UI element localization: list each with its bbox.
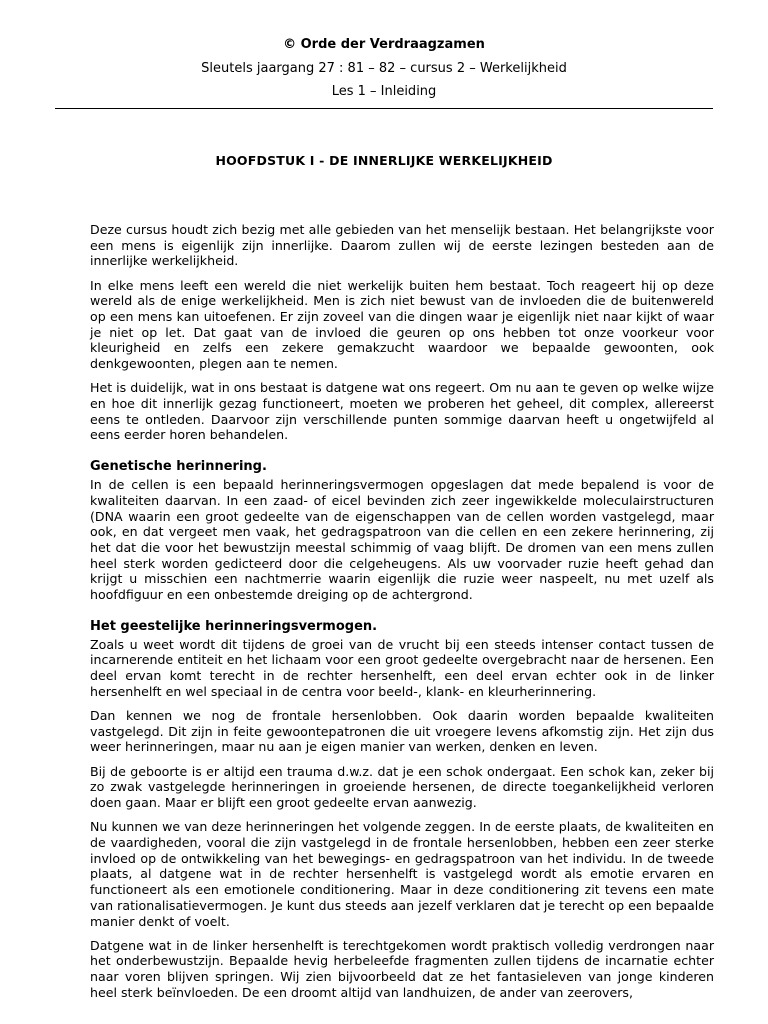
paragraph: Dan kennen we nog de frontale hersenlobben. Ook daarin worden bepaalde kwaliteiten vastgelegd. Dit zijn in feite gewoontepatronen die uit vroegere levens afkomstig zijn. Het zijn dus weer herinneringen, maar nu aan je eigen manier van werken, denken en leven. [90, 708, 714, 755]
document-title: © Orde der Verdraagzamen [283, 37, 485, 52]
paragraph: Deze cursus houdt zich bezig met alle gebieden van het menselijk bestaan. Het belangrijkste voor een mens is eigenlijk zijn innerlijke. Daarom zullen wij de eerste lezingen besteden aan de innerlijke werkelijkheid. [90, 222, 714, 269]
paragraph: In de cellen is een bepaald herinneringsvermogen opgeslagen dat mede bepalend is voor de kwaliteiten daarvan. In een zaad- of eicel bevinden zich zeer ingewikkelde moleculairstructuren (DNA waarin een groot gedeelte van de eigenschappen van de cellen worden vastgelegd, maar ook, en dat vergeet men vaak, het gedragspatroon van die cellen en een zekere herinnering, zij het dat die voor het bewustzijn meestal schimmig of vaag blijft. De dromen van een mens zullen heel sterk worden gedicteerd door die celgeheugens. Als uw voorvader ruzie heeft gehad dan krijgt u misschien een nachtmerrie waarin eigenlijk die ruzie weer naspeelt, nu met uzelf als hoofdfiguur en een onbestemde dreiging op de achtergrond. [90, 477, 714, 603]
paragraph: Bij de geboorte is er altijd een trauma d.w.z. dat je een schok ondergaat. Een schok kan, zeker bij zo zwak vastgelegde herinneringen in groeiende hersenen, de directe toegankelijkheid verloren doen gaan. Maar er blijft een groot gedeelte ervan aanwezig. [90, 763, 714, 811]
section-heading-genetic-memory: Genetische herinnering. [90, 459, 267, 475]
chapter-heading: HOOFDSTUK I - DE INNERLIJKE WERKELIJKHEID [215, 153, 553, 168]
paragraph: Datgene wat in de linker hersenhelft is terechtgekomen wordt praktisch volledig verdrongen naar het onderbewustzijn. Bepaalde hevig herbeleefde fragmenten zullen tijdens de incarnatie echter naar voren blijven springen. Wij zien bijvoorbeeld dat ze het fantasieleven van jonge kinderen heel sterk beïnvloeden. De een droomt altijd van landhuizen, de ander van zeerovers, [90, 937, 714, 1000]
paragraph: Nu kunnen we van deze herinneringen het volgende zeggen. In de eerste plaats, de kwaliteiten en de vaardigheden, vooral die zijn vastgelegd in de frontale hersenlobben, hebben een zeer sterke invloed op de ontwikkeling van het bewegings- en gedragspatroon van het individu. In de tweede plaats, al datgene wat in de rechter hersenhelft is vastgelegd wordt als emotie ervaren en functioneert als een emotionele conditionering. Maar in deze conditionering zit tevens een mate van rationalisatievermogen. Je kunt dus steeds aan jezelf verklaren dat je terecht op een bepaalde manier denkt of voelt. [90, 819, 714, 929]
paragraph: In elke mens leeft een wereld die niet werkelijk buiten hem bestaat. Toch reageert hij op deze wereld als de enige werkelijkheid. Men is zich niet bewust van de invloeden die de buitenwereld op een mens kan uitoefenen. Er zijn zoveel van die dingen waar je eigenlijk niet naar kijkt of waar je niet op let. Dat gaat van de invloed die geuren op ons hebben tot onze voorkeur voor kleurigheid en zelfs een zekere gemakzucht waardoor we bepaalde gewoonten, ook denkgewoonten, plegen aan te nemen. [90, 277, 714, 372]
header-divider [55, 108, 713, 109]
paragraph: Het is duidelijk, wat in ons bestaat is datgene wat ons regeert. Om nu aan te geven op welke wijze en hoe dit innerlijk gezag functioneert, moeten we proberen het geheel, dit complex, allereerst eens te ontleden. Daarvoor zijn verschillende punten sommige daarvan heeft u ongetwijfeld al eens eerder horen behandelen. [90, 380, 714, 443]
section-heading-spiritual-memory: Het geestelijke herinneringsvermogen. [90, 618, 378, 634]
paragraph: Zoals u weet wordt dit tijdens de groei van de vrucht bij een steeds intenser contact tussen de incarnerende entiteit en het lichaam voor een groot gedeelte overgebracht naar de hersenen. Een deel ervan komt terecht in de rechter hersenhelft, een deel ervan echter ook in de linker hersenhelft en wel speciaal in de centra voor beeld-, klank- en kleurherinnering. [90, 636, 714, 699]
document-subtitle: Sleutels jaargang 27 : 81 – 82 – cursus 2 – Werkelijkheid [201, 61, 567, 76]
lesson-label: Les 1 – Inleiding [331, 84, 437, 99]
body-text [90, 222, 714, 1009]
